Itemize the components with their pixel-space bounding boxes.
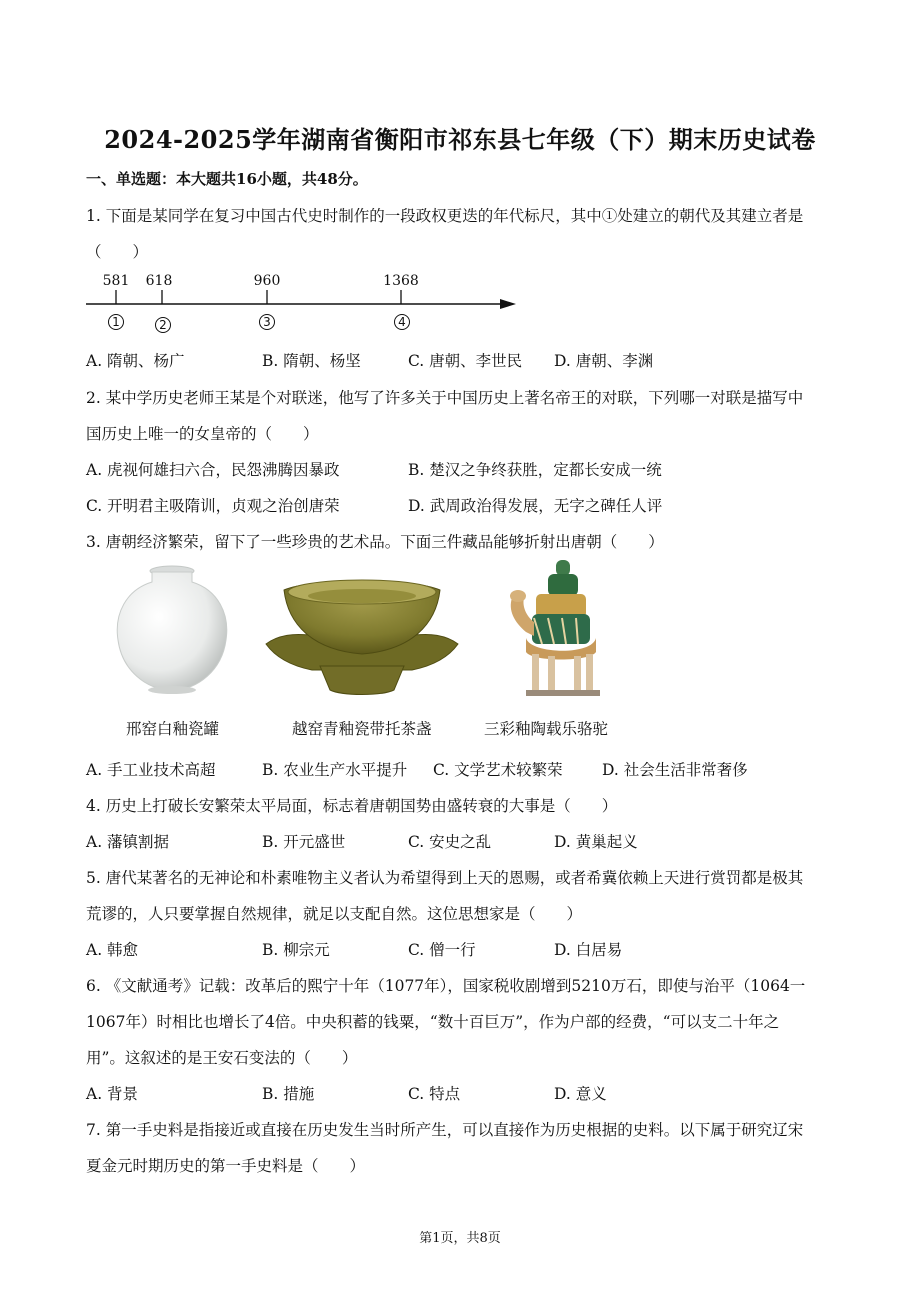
question-5-text: 5. 唐代某著名的无神论和朴素唯物主义者认为希望得到上天的恩赐，或者希冀依赖上天进行赏罚都是极其 — [86, 869, 804, 887]
q3-caption-2: 越窑青釉瓷带托茶盏 — [292, 720, 432, 738]
q5-option-a[interactable]: A. 韩愈 — [86, 941, 139, 959]
q3-option-d[interactable]: D. 社会生活非常奢侈 — [602, 761, 748, 779]
q5-option-b[interactable]: B. 柳宗元 — [262, 941, 330, 959]
q6-option-d[interactable]: D. 意义 — [554, 1085, 607, 1103]
question-7-text: 7. 第一手史料是指接近或直接在历史发生当时所产生，可以直接作为历史根据的史料。以下属于研究辽宋 — [86, 1121, 804, 1139]
question-2-text: 2. 某中学历史老师王某是个对联迷，他写了许多关于中国历史上著名帝王的对联，下列哪一对联是描写中 — [86, 389, 804, 407]
question-4-text: 4. 历史上打破长安繁荣太平局面，标志着唐朝国势由盛转衰的大事是（ ） — [86, 797, 618, 815]
timeline-mark-num: 1 — [112, 315, 120, 329]
page-footer: 第1页，共8页 — [419, 1231, 501, 1246]
q5-option-d[interactable]: D. 白居易 — [554, 941, 623, 959]
question-7-text-cont: 夏金元时期历史的第一手史料是（ ） — [86, 1157, 366, 1175]
timeline-year: 1368 — [383, 273, 419, 289]
q6-option-a[interactable]: A. 背景 — [86, 1085, 139, 1103]
question-6-text: 6. 《文献通考》记载：改革后的熙宁十年（1077年），国家税收剧增到5210万石，即使与治平（1064一 — [86, 977, 806, 995]
q4-option-b[interactable]: B. 开元盛世 — [262, 833, 346, 851]
section-heading: 一、单选题：本大题共16小题，共48分。 — [86, 170, 368, 188]
question-3-text: 3. 唐朝经济繁荣，留下了一些珍贵的艺术品。下面三件藏品能够折射出唐朝（ ） — [86, 533, 664, 551]
celadon-tea-cup-image — [262, 566, 462, 706]
timeline-arrow — [500, 299, 516, 309]
q2-option-c[interactable]: C. 开明君主吸隋训，贞观之治创唐荣 — [86, 497, 340, 515]
q6-option-c[interactable]: C. 特点 — [408, 1085, 461, 1103]
question-1-text-cont: （ ） — [86, 243, 149, 261]
q4-option-a[interactable]: A. 藩镇割据 — [86, 833, 170, 851]
white-porcelain-jar-image — [108, 562, 238, 702]
timeline-mark-num: 2 — [159, 318, 167, 332]
q3-caption-1: 邢窑白釉瓷罐 — [126, 720, 220, 738]
timeline-mark-num: 3 — [263, 315, 271, 329]
timeline-year: 960 — [253, 273, 281, 289]
question-6-text-cont2: 用”。这叙述的是王安石变法的（ ） — [86, 1049, 358, 1067]
question-2-text-cont: 国历史上唯一的女皇帝的（ ） — [86, 425, 319, 443]
timeline-year: 581 — [102, 273, 130, 289]
q2-option-d[interactable]: D. 武周政治得发展，无字之碑任人评 — [408, 497, 663, 515]
question-1-text: 1. 下面是某同学在复习中国古代史时制作的一段政权更迭的年代标尺，其中①处建立的朝代及其建立者是 — [86, 207, 804, 225]
question-6-text-cont: 1067年）时相比也增长了4倍。中央积蓄的钱粟，“数十百巨万”，作为户部的经费，“可以支二十年之 — [86, 1013, 780, 1031]
q1-option-b[interactable]: B. 隋朝、杨坚 — [262, 352, 361, 370]
q3-option-a[interactable]: A. 手工业技术高超 — [86, 761, 216, 779]
q3-option-b[interactable]: B. 农业生产水平提升 — [262, 761, 408, 779]
timeline-figure — [86, 268, 526, 338]
q2-option-a[interactable]: A. 虎视何雄扫六合，民怨沸腾因暴政 — [86, 461, 340, 479]
timeline-year: 618 — [145, 273, 173, 289]
q3-caption-3: 三彩釉陶载乐骆驼 — [484, 720, 609, 738]
q1-option-a[interactable]: A. 隋朝、杨广 — [86, 352, 185, 370]
q6-option-b[interactable]: B. 措施 — [262, 1085, 315, 1103]
q5-option-c[interactable]: C. 僧一行 — [408, 941, 476, 959]
q3-option-c[interactable]: C. 文学艺术较繁荣 — [433, 761, 563, 779]
q4-option-c[interactable]: C. 安史之乱 — [408, 833, 492, 851]
q2-option-b[interactable]: B. 楚汉之争终获胜，定都长安成一统 — [408, 461, 662, 479]
sancai-camel-image — [500, 558, 620, 703]
timeline-mark-num: 4 — [398, 315, 406, 329]
page-title: 2024-2025学年湖南省衡阳市祁东县七年级（下）期末历史试卷 — [104, 125, 816, 154]
q1-option-c[interactable]: C. 唐朝、李世民 — [408, 352, 523, 370]
question-5-text-cont: 荒谬的，人只要掌握自然规律，就足以支配自然。这位思想家是（ ） — [86, 905, 583, 923]
q4-option-d[interactable]: D. 黄巢起义 — [554, 833, 638, 851]
q1-option-d[interactable]: D. 唐朝、李渊 — [554, 352, 654, 370]
